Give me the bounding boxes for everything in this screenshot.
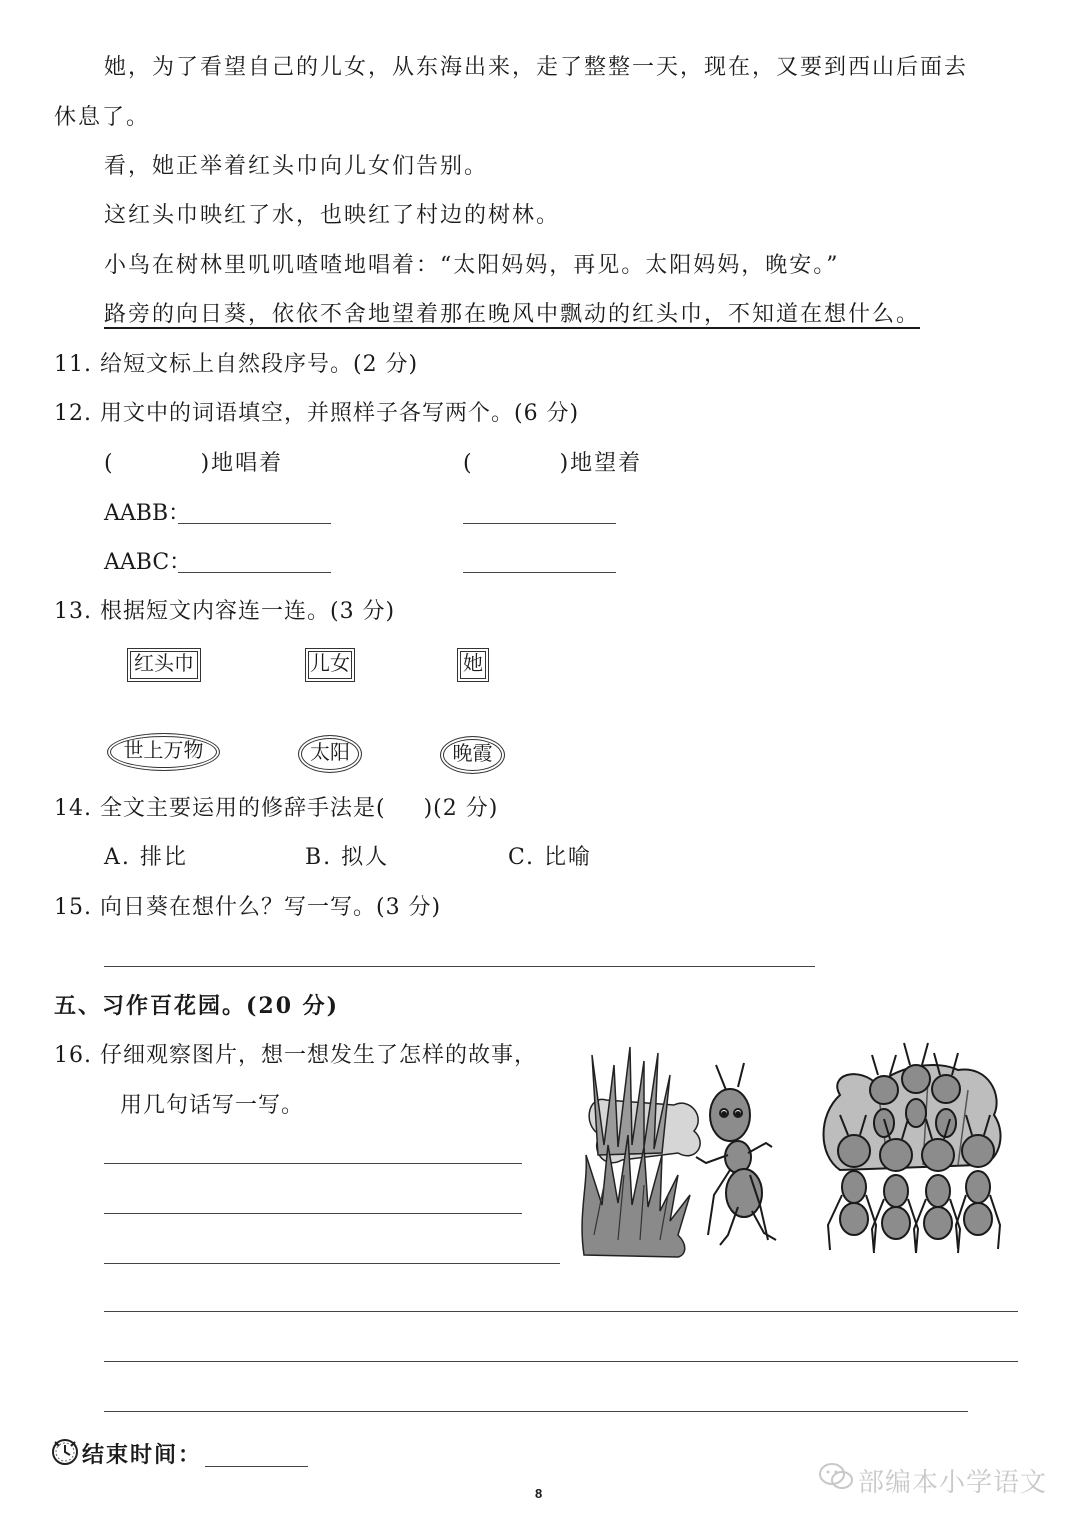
match-oval-sunset-glow[interactable]: 晚霞 (440, 736, 505, 774)
page-number: 8 (535, 1486, 543, 1501)
match-box-red-scarf[interactable]: 红头巾 (127, 648, 201, 682)
q15-answer-line[interactable] (104, 966, 815, 967)
q12-aabc-line-2[interactable] (463, 572, 616, 573)
passage-line: 休息了。 (54, 105, 151, 130)
q12-blank-left: ( )地唱着 (104, 451, 284, 476)
passage-line: 看，她正举着红头巾向儿女们告别。 (104, 154, 489, 179)
q16-answer-line[interactable] (104, 1311, 1018, 1312)
clock-icon (50, 1437, 80, 1467)
match-box-she[interactable]: 她 (457, 648, 489, 682)
end-time-label: 结束时间： (82, 1442, 203, 1468)
option-b[interactable]: B. 拟人 (305, 845, 390, 870)
question-15: 15. 向日葵在想什么？写一写。(3 分) (54, 895, 442, 920)
ants-illustration (578, 1035, 1028, 1265)
q16-answer-line[interactable] (104, 1361, 1018, 1362)
q16-answer-line[interactable] (104, 1263, 560, 1264)
question-16-cont: 用几句话写一写。 (120, 1093, 305, 1118)
passage-line: 她，为了看望自己的儿女，从东海出来，走了整整一天，现在，又要到西山后面去 (104, 55, 969, 80)
option-a[interactable]: A. 排比 (104, 845, 188, 870)
q16-answer-line[interactable] (104, 1411, 968, 1412)
option-c[interactable]: C. 比喻 (508, 845, 593, 870)
q16-answer-line[interactable] (104, 1163, 522, 1164)
question-12: 12. 用文中的词语填空，并照样子各写两个。(6 分) (54, 401, 580, 426)
match-oval-sun[interactable]: 太阳 (298, 735, 362, 773)
section-5-heading: 五、习作百花园。(20 分) (54, 993, 340, 1019)
match-oval-everything[interactable]: 世上万物 (107, 733, 220, 771)
wechat-icon (818, 1462, 854, 1492)
grass-bundle-icon (582, 1047, 700, 1257)
question-13: 13. 根据短文内容连一连。(3 分) (54, 599, 396, 624)
passage-line: 小鸟在树林里叽叽喳喳地唱着：“太阳妈妈，再见。太阳妈妈，晚安。” (104, 253, 840, 278)
q12-aabb-line-1[interactable] (178, 523, 331, 524)
passage-underlined-line: 路旁的向日葵，依依不舍地望着那在晚风中飘动的红头巾，不知道在想什么。 (104, 302, 921, 327)
watermark: 部编本小学语文 (858, 1467, 1048, 1497)
match-box-children[interactable]: 儿女 (305, 648, 355, 682)
q12-blank-right: ( )地望着 (463, 451, 643, 476)
q12-aabc-label: AABC： (104, 550, 192, 575)
passage-line: 这红头巾映红了水，也映红了村边的树林。 (104, 203, 561, 228)
question-11: 11. 给短文标上自然段序号。(2 分) (54, 352, 419, 377)
ant-icon (696, 1063, 776, 1245)
q12-aabb-label: AABB： (104, 501, 191, 526)
end-time-line[interactable] (205, 1466, 308, 1467)
question-14: 14. 全文主要运用的修辞手法是( )(2 分) (54, 796, 499, 821)
q12-aabc-line-1[interactable] (178, 572, 331, 573)
question-16: 16. 仔细观察图片，想一想发生了怎样的故事， (54, 1043, 537, 1068)
q16-answer-line[interactable] (104, 1213, 522, 1214)
q12-aabb-line-2[interactable] (463, 523, 616, 524)
